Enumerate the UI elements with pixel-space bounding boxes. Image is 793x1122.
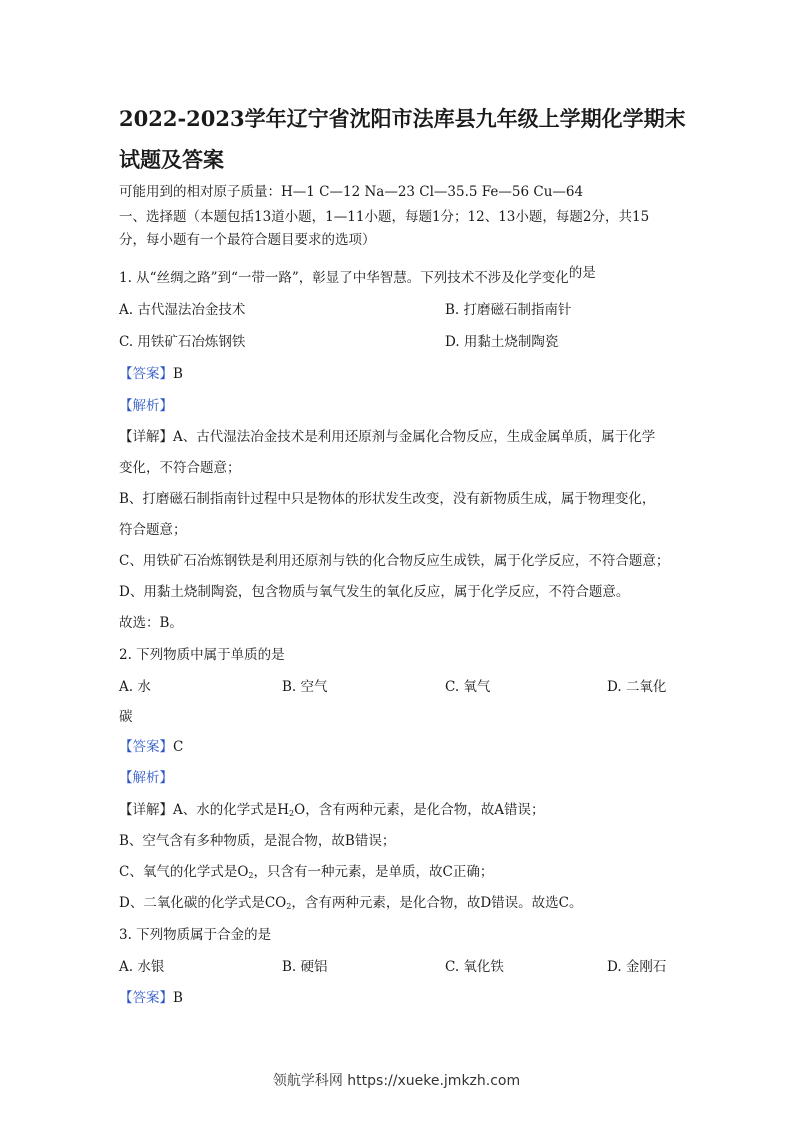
q1-stem <box>119 265 596 288</box>
q1-answer <box>119 364 183 384</box>
q2-detail-d <box>119 893 582 917</box>
q2-option-d: D. 二氧化 <box>607 679 667 695</box>
q2-detail-a-pre: A、水的化学式是H <box>173 802 290 818</box>
q3-option-a: A. 水银 <box>119 959 165 975</box>
q3-option-d: D. 金刚石 <box>607 959 667 975</box>
doc-title-line1: 2022-2023学年辽宁省沈阳市法库县九年级上学期化学期末 <box>119 106 686 131</box>
q2-detail-a <box>119 800 544 824</box>
subscript: 2 <box>289 809 295 818</box>
q2-option-d-wrap: 碳 <box>119 709 133 725</box>
q1-detail-a-cont: 变化，不符合题意； <box>119 460 241 476</box>
q2-detail-c <box>119 862 493 886</box>
q1-option-b: B. 打磨磁石制指南针 <box>445 302 572 318</box>
q1-option-d: D. 用黏土烧制陶瓷 <box>445 334 559 350</box>
q1-conclusion: 故选：B。 <box>119 615 183 631</box>
q2-detail-a-post: O，含有两种元素，是化合物，故A错误； <box>294 802 545 818</box>
atomic-masses: 可能用到的相对原子质量：H—1 C—12 Na—23 Cl—35.5 Fe—56 Cu—64 <box>119 184 584 200</box>
q2-answer <box>119 737 183 757</box>
detail-tag: 【详解】 <box>119 802 173 818</box>
q2-detail-b: B、空气含有多种物质，是混合物，故B错误； <box>119 833 396 849</box>
q2-analysis-tag: 【解析】 <box>119 770 173 786</box>
q1-stem-tail: 的是 <box>568 265 596 281</box>
q1-detail-b-cont: 符合题意； <box>119 522 187 538</box>
q1-option-c: C. 用铁矿石冶炼钢铁 <box>119 334 246 350</box>
q2-detail-c-pre: C、氧气的化学式是O <box>119 864 249 880</box>
q1-detail-b: B、打磨磁石制指南针过程中只是物体的形状发生改变，没有新物质生成，属于物理变化， <box>119 491 656 507</box>
q3-option-c: C. 氧化铁 <box>445 959 504 975</box>
subscript: 2 <box>248 871 254 880</box>
q3-answer <box>119 988 183 1008</box>
answer-tag: 【答案】 <box>119 990 173 1006</box>
q3-answer-value: B <box>173 990 183 1006</box>
q1-stem-main: 1. 从“丝绸之路”到“一带一路”，彰显了中华智慧。下列技术不涉及化学变化 <box>119 270 569 286</box>
q2-option-a: A. 水 <box>119 679 151 695</box>
q3-option-b: B. 硬铝 <box>282 959 328 975</box>
q2-answer-value: C <box>173 739 184 755</box>
subscript: 2 <box>286 902 292 911</box>
q1-detail-d: D、用黏土烧制陶瓷，包含物质与氧气发生的氧化反应，属于化学反应，不符合题意。 <box>119 584 630 600</box>
q1-answer-value: B <box>173 366 183 382</box>
q2-detail-d-pre: D、二氧化碳的化学式是CO <box>119 895 287 911</box>
detail-tag: 【详解】 <box>119 429 173 445</box>
q1-analysis-tag: 【解析】 <box>119 398 173 414</box>
q2-stem: 2. 下列物质中属于单质的是 <box>119 647 285 663</box>
q1-detail-a <box>119 427 655 447</box>
section-heading-cont: 分，每小题有一个最符合题目要求的选项） <box>119 232 376 248</box>
q2-detail-c-post: ，只含有一种元素，是单质，故C正确； <box>253 864 494 880</box>
q1-detail-c: C、用铁矿石冶炼钢铁是利用还原剂与铁的化合物反应生成铁，属于化学反应，不符合题意； <box>119 553 670 569</box>
q1-option-a: A. 古代湿法冶金技术 <box>119 302 246 318</box>
page-footer: 领航学科网 https://xueke.jmkzh.com <box>272 1073 521 1089</box>
q3-stem: 3. 下列物质属于合金的是 <box>119 927 272 943</box>
q2-option-c: C. 氧气 <box>445 679 491 695</box>
q2-detail-d-post: ，含有两种元素，是化合物，故D错误。故选C。 <box>291 895 583 911</box>
q1-detail-a-text: A、古代湿法冶金技术是利用还原剂与金属化合物反应，生成金属单质，属于化学 <box>173 429 656 445</box>
doc-title-line2: 试题及答案 <box>119 147 224 172</box>
answer-tag: 【答案】 <box>119 366 173 382</box>
answer-tag: 【答案】 <box>119 739 173 755</box>
q2-option-b: B. 空气 <box>282 679 328 695</box>
section-heading: 一、选择题（本题包括13道小题，1—11小题，每题1分；12、13小题，每题2分，共15 <box>119 209 650 225</box>
